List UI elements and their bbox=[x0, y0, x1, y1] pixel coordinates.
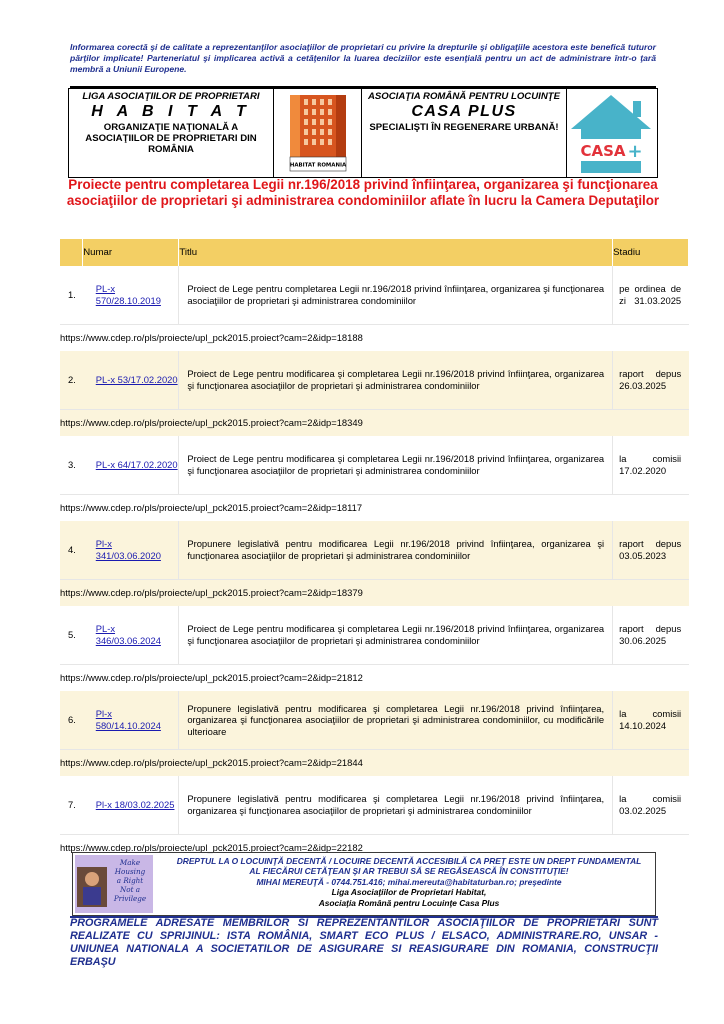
project-title: Proiect de Lege pentru modificarea şi completarea Legii nr.196/2018 privind înfiinţarea, organizarea şi funcţionarea asociaţiilor de proprietari şi administrarea condominiilor bbox=[179, 436, 613, 495]
project-stage: raport depus 30.06.2025 bbox=[619, 623, 682, 646]
table-row bbox=[60, 606, 689, 665]
habitat-name: H A B I T A T bbox=[91, 103, 251, 120]
column-header-title: Titlu bbox=[179, 239, 613, 266]
table-row bbox=[60, 521, 689, 580]
project-url: https://www.cdep.ro/pls/proiecte/upl_pck2015.proiect?cam=2&idp=18349 bbox=[60, 410, 689, 437]
casa-plus-name: CASA PLUS bbox=[411, 103, 517, 120]
url-row bbox=[60, 750, 689, 777]
url-row bbox=[60, 325, 689, 352]
casa-plus-org-block bbox=[362, 89, 567, 177]
footer-org-2: Asociaţia Română pentru Locuinţe Casa Plus bbox=[318, 897, 500, 908]
url-row bbox=[60, 495, 689, 522]
project-code-link[interactable]: PL-x 53/17.02.2020 bbox=[83, 351, 179, 410]
footer-text bbox=[173, 856, 645, 908]
project-code-link[interactable]: Pl-x 341/03.06.2020 bbox=[83, 521, 179, 580]
project-url: https://www.cdep.ro/pls/proiecte/upl_pck2015.proiect?cam=2&idp=18379 bbox=[60, 580, 689, 607]
habitat-logo bbox=[274, 89, 362, 177]
project-title: Propunere legislativă pentru modificarea şi completarea Legii nr.196/2018 privind înfiinţarea, organizarea şi funcţionarea asociaţiilor de proprietari şi administrarea condominiilor bbox=[179, 776, 613, 835]
casa-logo-text: CASA bbox=[580, 142, 626, 160]
projects-table bbox=[60, 239, 689, 861]
project-code-link[interactable]: PL-x 346/03.06.2024 bbox=[83, 606, 179, 665]
row-index: 7. bbox=[60, 776, 83, 835]
project-url: https://www.cdep.ro/pls/proiecte/upl_pck2015.proiect?cam=2&idp=21844 bbox=[60, 750, 689, 777]
housing-right-slogan: Make Housing a Right Not a Privilege bbox=[113, 858, 147, 903]
table-row bbox=[60, 436, 689, 495]
project-stage: la comisii 14.10.2024 bbox=[619, 708, 682, 731]
project-title: Proiect de Lege pentru modificarea şi completarea Legii nr.196/2018 privind înfiinţarea, organizarea şi funcţionarea asociaţiilor de proprietari şi administrarea condominiilor bbox=[179, 351, 613, 410]
project-stage: la comisii 03.02.2025 bbox=[619, 793, 682, 816]
habitat-top-line: LIGA ASOCIAŢIILOR DE PROPRIETARI bbox=[82, 91, 260, 102]
table-row bbox=[60, 691, 689, 750]
project-code-link[interactable]: Pl-x 580/14.10.2024 bbox=[83, 691, 179, 750]
intro-text: Informarea corectă şi de calitate a reprezentanţilor asociaţiilor de proprietari cu privire la drepturile şi obligaţiile acestora este benefică tuturor părţilor implicate! Parteneriatul şi implicarea activă a cetăţenilor la luarea deciziilor este esenţială pentru un act de administrare într-o ţară membră a Uniunii Europene. bbox=[70, 42, 656, 74]
habitat-logo-caption: HABITAT ROMANIA bbox=[289, 162, 347, 169]
row-index: 3. bbox=[60, 436, 83, 495]
habitat-building-icon bbox=[274, 89, 362, 177]
project-title: Propunere legislativă pentru modificarea şi completarea Legii nr.196/2018 privind înfiinţarea, organizarea şi funcţionarea asociaţiilor de proprietari şi administrarea condominiilor, cu modificările ulterioare bbox=[179, 691, 613, 750]
column-header-index bbox=[60, 239, 83, 266]
project-stage: pe ordinea de zi 31.03.2025 bbox=[619, 283, 682, 306]
plus-icon: + bbox=[627, 141, 643, 162]
project-url: https://www.cdep.ro/pls/proiecte/upl_pck2015.proiect?cam=2&idp=18117 bbox=[60, 502, 363, 514]
habitat-subtitle: ORGANIZAŢIE NAŢIONALĂ A ASOCIAŢIILOR DE PROPRIETARI DIN ROMÂNIA bbox=[85, 122, 257, 155]
project-code-link[interactable]: Pl-x 18/03.02.2025 bbox=[83, 776, 179, 835]
casa-plus-top-line: ASOCIAŢIA ROMÂNĂ PENTRU LOCUINŢE bbox=[367, 91, 561, 102]
footer-box bbox=[72, 852, 656, 916]
project-stage: la comisii 17.02.2020 bbox=[619, 453, 682, 476]
project-stage: raport depus 03.05.2023 bbox=[619, 538, 682, 561]
row-index: 6. bbox=[60, 691, 83, 750]
project-code-link[interactable]: PL-x 570/28.10.2019 bbox=[83, 266, 179, 325]
footer-statement: DREPTUL LA O LOCUINŢĂ DECENTĂ / LOCUIRE DECENTĂ ACCESIBILĂ CA PREŢ ESTE UN DREPT FUNDAMENTAL AL FIECĂRUI CETĂŢEAN ŞI AR TREBUI SĂ SE REGĂSEASCĂ ÎN CONSTITUŢIE! bbox=[176, 856, 642, 877]
habitat-org-block bbox=[69, 89, 274, 177]
page-title: Proiecte pentru completarea Legii nr.196/2018 privind înfiinţarea, organizarea şi funcţionarea asociaţiilor de proprietari şi administrarea condominiilor aflate în lucru la Camera Deputaţilor bbox=[66, 177, 660, 208]
project-url: https://www.cdep.ro/pls/proiecte/upl_pck2015.proiect?cam=2&idp=21812 bbox=[60, 672, 363, 684]
table-row bbox=[60, 351, 689, 410]
footer-org-1: Liga Asociaţiilor de Proprietari Habitat, bbox=[331, 887, 487, 898]
project-url: https://www.cdep.ro/pls/proiecte/upl_pck2015.proiect?cam=2&idp=18188 bbox=[60, 332, 363, 344]
header-box bbox=[68, 88, 658, 178]
footer-contact: MIHAI MEREUŢĂ - 0744.751.416; mihai.mereuta@habitaturban.ro; preşedinte bbox=[256, 876, 562, 887]
project-title: Propunere legislativă pentru modificarea Legii nr.196/2018 privind înfiinţarea, organizarea şi funcţionarea asociaţiilor de proprietari şi administrarea condominiilor bbox=[179, 521, 613, 580]
table-header-row bbox=[60, 239, 689, 266]
project-stage: raport depus 26.03.2025 bbox=[619, 368, 682, 391]
url-row bbox=[60, 580, 689, 607]
column-header-stage: Stadiu bbox=[613, 239, 689, 266]
url-row bbox=[60, 410, 689, 437]
casa-plus-logo bbox=[567, 89, 657, 177]
column-header-number: Numar bbox=[83, 239, 179, 266]
table-row bbox=[60, 776, 689, 835]
row-index: 5. bbox=[60, 606, 83, 665]
row-index: 2. bbox=[60, 351, 83, 410]
programs-sponsors: PROGRAMELE ADRESATE MEMBRILOR SI REPREZENTANTILOR ASOCIAŢIILOR DE PROPRIETARI SUNT REALIZATE CU SPRIJINUL: ISTA ROMÂNIA, SMART ECO PLUS / ELSACO, ADMINISTRARE.RO, UNSAR - UNIUNEA NATIONALA A SOCIETATILOR DE ASIGURARE SI REASIGURARE DIN ROMANIA, CONSTRUCŢII ERBAŞU bbox=[70, 917, 658, 968]
project-title: Proiect de Lege pentru modificarea şi completarea Legii nr.196/2018 privind înfiinţarea, organizarea şi funcţionarea asociaţiilor de proprietari şi administrarea condominiilor bbox=[179, 606, 613, 665]
casa-plus-subtitle: SPECIALIŞTI ÎN REGENERARE URBANĂ! bbox=[369, 122, 559, 133]
housing-right-badge-icon bbox=[75, 855, 153, 913]
row-index: 4. bbox=[60, 521, 83, 580]
table-row bbox=[60, 266, 689, 325]
housing-right-logo bbox=[75, 855, 153, 913]
project-code-link[interactable]: PL-x 64/17.02.2020 bbox=[83, 436, 179, 495]
project-url: https://www.cdep.ro/pls/proiecte/upl_pck2015.proiect?cam=2&idp=22182 bbox=[60, 842, 363, 854]
url-row bbox=[60, 665, 689, 692]
row-index: 1. bbox=[60, 266, 83, 325]
house-icon bbox=[567, 89, 655, 177]
project-title: Proiect de Lege pentru completarea Legii nr.196/2018 privind înfiinţarea, organizarea şi funcţionarea asociaţiilor de proprietari şi administrarea condominiilor bbox=[179, 266, 613, 325]
